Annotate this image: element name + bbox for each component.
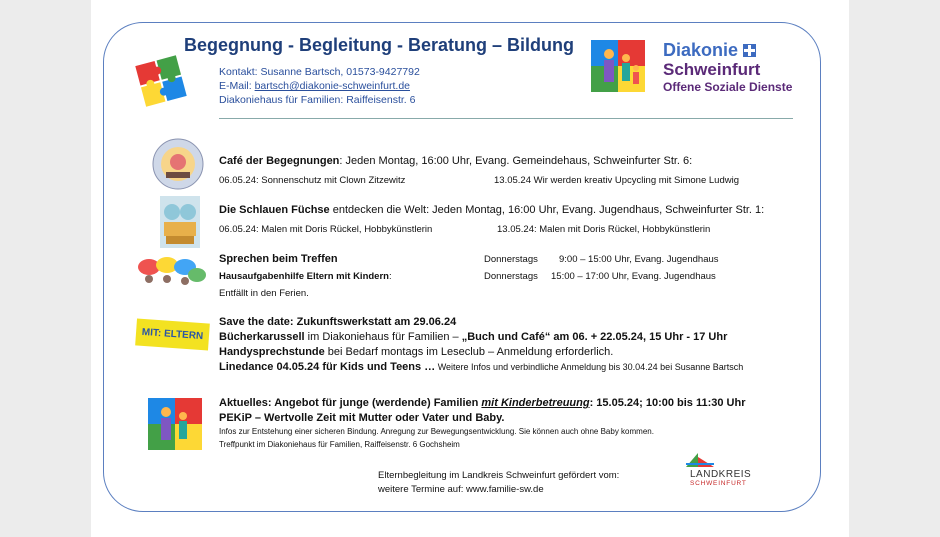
email-link[interactable]: bartsch@diakonie-schweinfurt.de <box>254 80 410 92</box>
address-line: Diakoniehaus für Familien: Raiffeisenstr. 6 <box>219 94 416 106</box>
cafe-title: Café der Begegnungen <box>219 155 340 167</box>
fox-toys-icon <box>160 196 200 248</box>
aktuelles-line: Aktuelles: Angebot für junge (werdende) Familien mit Kinderbetreuung: 15.05.24; 10:00 bis 11:30 Uhr <box>219 397 746 409</box>
landkreis-stripes-icon <box>684 451 716 469</box>
page-title: Begegnung - Begleitung - Beratung – Bildung <box>184 35 574 55</box>
speech-bubbles-icon <box>137 255 207 287</box>
diakonie-brand <box>663 40 792 95</box>
hausaufgaben-title: Hausaufgabenhilfe Eltern mit Kindern <box>219 271 389 282</box>
sprechen-time-1: 9:00 – 15:00 Uhr, Evang. Jugendhaus <box>559 254 719 265</box>
family-puzzle-logo-icon <box>589 38 647 94</box>
fuechse-detail: entdecken die Welt: Jeden Montag, 16:00 Uhr, Evang. Jugendhaus, Schweinfurter Str. 1: <box>329 204 765 216</box>
footer-line-1: Elternbegleitung im Landkreis Schweinfurt gefördert vom: <box>378 470 620 481</box>
hausaufgaben-heading: Hausaufgabenhilfe Eltern mit Kindern: <box>219 271 392 282</box>
footer <box>378 469 619 497</box>
linedance-line <box>219 361 743 373</box>
rounded-frame <box>103 22 821 512</box>
buecherkarussell-title: Bücherkarussell <box>219 331 305 343</box>
puzzle-logo-icon <box>132 52 190 110</box>
handysprechstunde-line: Handysprechstunde bei Bedarf montags im Leseclub – Anmeldung erforderlich. <box>219 346 614 358</box>
mit-eltern-badge: MIT: ELTERN <box>135 318 210 350</box>
buch-cafe-dates: „Buch und Café“ am 06. + 22.05.24, 15 Uhr - 17 Uhr <box>461 331 728 343</box>
landkreis-name: LANDKREIS <box>690 469 752 480</box>
header-divider <box>219 118 793 119</box>
contact-line: Kontakt: Susanne Bartsch, 01573-9427792 <box>219 66 420 78</box>
footer-line-2: weitere Termine auf: www.familie-sw.de <box>378 484 544 495</box>
cafe-heading <box>219 155 692 167</box>
contact-block <box>219 65 420 107</box>
sprechen-time-2: 15:00 – 17:00 Uhr, Evang. Jugendhaus <box>551 271 716 282</box>
cross-icon <box>743 44 756 57</box>
linedance-title: Linedance 04.05.24 für Kids und Teens … <box>219 361 436 373</box>
pekip-info: Infos zur Entstehung einer sicheren Bindung. Anregung zur Bewegungsentwicklung. Sie können auch ohne Baby kommen. <box>219 427 654 436</box>
fuechse-date-2: 13.05.24: Malen mit Doris Rückel, Hobbykünstlerin <box>497 224 711 235</box>
pekip-line: PEKiP – Wertvolle Zeit mit Mutter oder Vater und Baby. <box>219 412 505 424</box>
ferien-note: Entfällt in den Ferien. <box>219 288 309 299</box>
family-puzzle-icon <box>146 396 204 452</box>
brand-line-1: Diakonie <box>663 40 792 60</box>
email-line <box>219 79 420 93</box>
kinderbetreuung-text: mit Kinderbetreuung <box>481 397 590 409</box>
fuechse-heading <box>219 204 764 216</box>
sprechen-day-2: Donnerstags <box>484 271 538 282</box>
fuechse-title: Die Schlauen Füchse <box>219 204 330 216</box>
cafe-badge-icon <box>152 138 204 190</box>
landkreis-logo <box>684 451 764 489</box>
fuechse-date-1: 06.05.24: Malen mit Doris Rückel, Hobbykünstlerin <box>219 224 433 235</box>
brand-line-2: Schweinfurt <box>663 60 761 79</box>
handysprechstunde-title: Handysprechstunde <box>219 346 325 358</box>
treffpunkt-line: Treffpunkt im Diakoniehaus für Familien, Raiffeisenstr. 6 Gochsheim <box>219 440 460 449</box>
sprechen-day-1: Donnerstags <box>484 254 538 265</box>
brand-line-3: Offene Soziale Dienste <box>663 80 793 94</box>
email-prefix: E-Mail: <box>219 80 255 92</box>
save-the-date: Save the date: Zukunftswerkstatt am 29.06.24 <box>219 316 457 328</box>
cafe-date-2: 13.05.24 Wir werden kreativ Upcycling mit Simone Ludwig <box>494 175 739 186</box>
buecherkarussell-line: Bücherkarussell im Diakoniehaus für Familien – „Buch und Café“ am 06. + 22.05.24, 15 Uhr - 17 Uhr <box>219 331 728 343</box>
cafe-detail: : Jeden Montag, 16:00 Uhr, Evang. Gemeindehaus, Schweinfurter Str. 6: <box>339 155 693 167</box>
landkreis-sub: SCHWEINFURT <box>690 480 747 487</box>
sprechen-title: Sprechen beim Treffen <box>219 253 338 265</box>
linedance-info: Weitere Infos und verbindliche Anmeldung bis 30.04.24 bei Susanne Bartsch <box>435 362 744 372</box>
cafe-date-1: 06.05.24: Sonnenschutz mit Clown Zitzewitz <box>219 175 406 186</box>
